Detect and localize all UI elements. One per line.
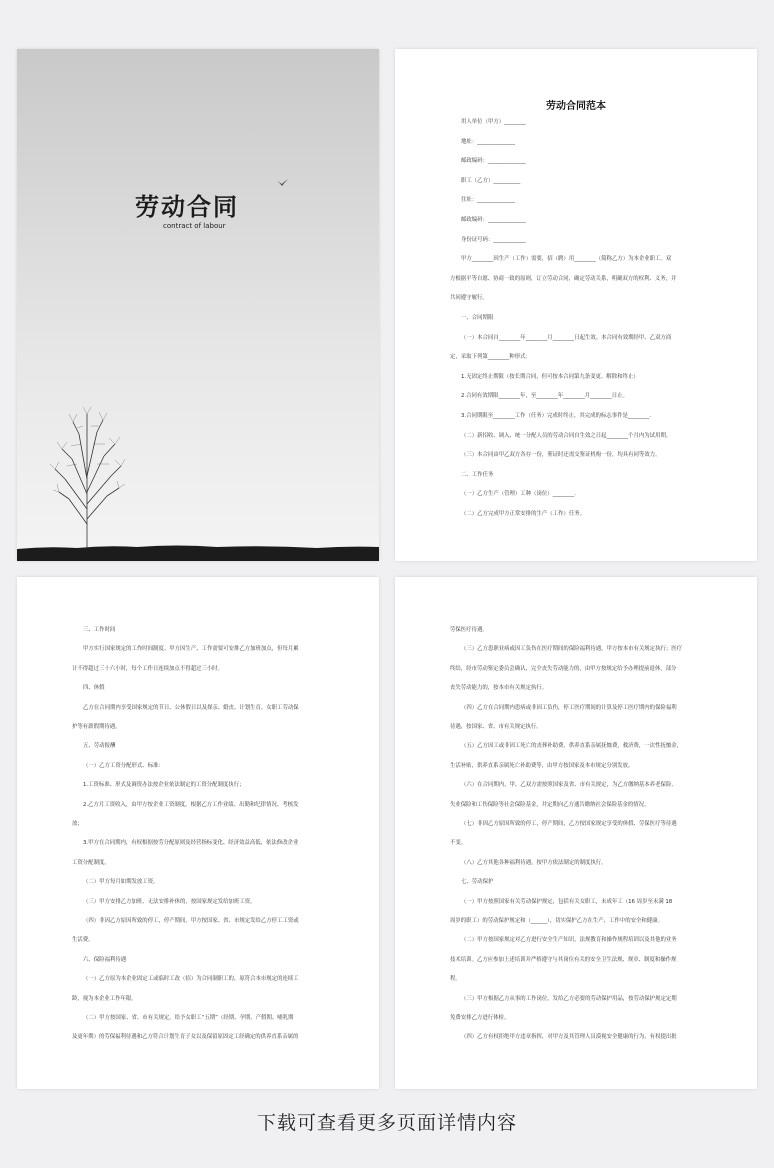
text-line: 不变。 bbox=[450, 840, 467, 847]
text-line: 四、休假 bbox=[83, 685, 105, 692]
cover-subtitle: contract of labour bbox=[163, 222, 226, 230]
text-line: 身份证号码：____________ bbox=[461, 236, 526, 243]
text-line: （三）本合同由甲乙双方各存一份，鉴证时还需交鉴证机构一份，均具有同等效力。 bbox=[461, 452, 661, 459]
page-text bbox=[395, 49, 757, 561]
text-line: （一）乙方原为本企业固定工或临时工改（招）为合同制职工的，原符合本市规定的连续工 bbox=[83, 976, 299, 983]
contract-page-2 bbox=[17, 577, 379, 1089]
text-line: （二）甲方按国家规定对乙方进行安全生产知识，法规教育和操作规程培训以及其他的业务 bbox=[461, 937, 677, 944]
bird-icon bbox=[275, 178, 289, 188]
text-line: 二、工作任务 bbox=[461, 471, 494, 478]
text-line: 甲方________因生产（工作）需要，招（聘）用________（简称乙方）为本企业职工。双 bbox=[461, 256, 672, 263]
text-line: 待遇，按国家、省、市有关规定执行。 bbox=[450, 724, 542, 730]
tree-illustration bbox=[47, 404, 127, 554]
page-text bbox=[395, 577, 757, 1089]
text-line: （七）非因乙方原因所致的停工，停产期间，乙方按国家规定享受的休假、劳保医疗等待遇 bbox=[461, 821, 677, 827]
text-line: 三、工作时间 bbox=[83, 627, 116, 633]
text-line: 周岁的职工）的劳动保护规定和（______），切实保护乙方在生产、工作中的安全和健康。 bbox=[450, 918, 663, 924]
text-line: 地址：______________ bbox=[461, 138, 515, 145]
text-line: 龄，视为本企业工作年限。 bbox=[72, 995, 137, 1002]
text-line: 程。 bbox=[450, 976, 461, 983]
text-line: 3.甲方在合同期内，有权根据按劳分配原则及经营指标变化、经济效益高低，依法修改企业 bbox=[83, 840, 299, 847]
text-line: 失业保险和工伤保险等社会保险基金，并定期向乙方通告缴纳社会保险基金的情况。 bbox=[450, 801, 650, 808]
text-line: （八）乙方其他各种福利待遇，按甲方依法制定的制度执行。 bbox=[461, 859, 607, 866]
text-line: （四）非因乙方原因所致的停工，停产期间，甲方按国家、省、市规定发给乙方停工工资或 bbox=[83, 918, 299, 924]
text-line: （二）乙方完成甲方正常安排的生产（工作）任务。 bbox=[461, 511, 585, 517]
text-line: 生活费。 bbox=[72, 937, 94, 944]
text-line: 方根据平等自愿、协商一致的原则，订立劳动合同，确定劳动关系，明确双方的权利、义务，并 bbox=[450, 275, 677, 282]
text-line: （一）乙方生产（管理）工种（岗位）________. bbox=[461, 491, 576, 498]
text-line: 护等有薪假期待遇。 bbox=[72, 724, 121, 730]
text-line: 生活补贴，供养直系亲属死亡补助费等，由甲方按国家及本市规定分别发放。 bbox=[450, 762, 634, 769]
text-line: 定，采取下列第________种形式： bbox=[450, 354, 531, 361]
text-line: （三）甲方安排乙方加班、无法安排补休的，按国家规定发给加班工资。 bbox=[83, 898, 256, 905]
text-line: （一）乙方工资分配形式、标准： bbox=[83, 762, 164, 769]
contract-page-1 bbox=[395, 49, 757, 561]
text-line: 放； bbox=[72, 821, 83, 827]
text-line: 2.合同有效期限________年，至________年________月________日止。 bbox=[461, 393, 628, 400]
text-line: 终结，经市劳动鉴定委员会确认，完全丧失劳动能力的，由甲方按规定给予办理提前退休，部分 bbox=[450, 665, 677, 672]
text-line: （一）本合同自________年________月________日起生效。本合同有效期经甲、乙双方商 bbox=[461, 334, 672, 341]
text-line: 工资分配制度。 bbox=[72, 859, 110, 866]
text-line: 及更年期）的劳保福利待遇和乙方符合计划生育子女以及保留原固定工经确定的供养直系亲属的 bbox=[72, 1034, 299, 1041]
document-title: 劳动合同范本 bbox=[546, 101, 606, 112]
text-line: （四）乙方在合同期内患病或非因工负伤，停工医疗期间的计算及停工医疗期内的保险福利 bbox=[461, 704, 677, 711]
text-line: 一、合同期限 bbox=[461, 315, 494, 321]
text-line: （二）甲方每月如期发放工资。 bbox=[83, 879, 159, 886]
text-line: 丧失劳动能力的，按本市有关规定执行。 bbox=[450, 685, 548, 692]
text-line: 计不得超过三十六小时，每个工作日连续加点不得超过三小时。 bbox=[72, 665, 223, 672]
text-line: 五、劳动报酬 bbox=[83, 743, 116, 750]
text-line: （二）新招收、调入、统一分配人员的劳动合同自生效之日起________个月内为试用期。 bbox=[461, 432, 672, 439]
text-line: 职工（乙方）__________ bbox=[461, 177, 521, 184]
text-line: （四）乙方有权拒绝甲方违章指挥，对甲方及其管理人员漠视安全健康的行为，有权提出批 bbox=[461, 1034, 677, 1041]
text-line: 住址：______________ bbox=[461, 197, 515, 204]
text-line: 七、劳动保护 bbox=[461, 879, 494, 886]
text-line: 六、保险福利待遇 bbox=[83, 956, 127, 963]
text-line: 乙方在合同期内享受国家规定的节日、公休假日以及探亲、婚丧、计划生育、女职工劳动保 bbox=[83, 704, 299, 711]
text-line: 1.工资标准、形式及调资办法按企业依法制定的工资分配制度执行； bbox=[83, 782, 245, 789]
text-line: 3.合同期限至________工作（任务）完成时终止，其完成的标志事件是________. bbox=[461, 413, 652, 419]
text-line: 免费安排乙方进行体检。 bbox=[450, 1015, 510, 1021]
text-line: 劳保医疗待遇。 bbox=[450, 627, 488, 633]
text-line: 邮政编码：______________ bbox=[461, 158, 526, 165]
text-line: 共同遵守履行。 bbox=[450, 295, 488, 302]
text-line: 1.无固定终止期限（按长期合同，但可按本合同第九条变更、解除和终止） bbox=[461, 373, 639, 380]
page-text bbox=[17, 577, 379, 1089]
text-line: 2.乙方月工资收入，由甲方按企业工资制度，根据乙方工作业绩、出勤和纪律情况、考核发 bbox=[83, 801, 299, 808]
ground-silhouette bbox=[17, 539, 379, 561]
cover-title: 劳动合同 bbox=[135, 192, 239, 221]
download-prompt[interactable]: 下载可查看更多页面详情内容 bbox=[256, 1112, 517, 1134]
text-line: 甲方实行国家规定的工作时间制度。甲方因生产、工作需要可安排乙方加班加点，但每月累 bbox=[83, 646, 299, 653]
text-line: （二）甲方按国家、省、市有关规定，给予女职工“五期”（经期、孕期、产假期、哺乳期 bbox=[83, 1015, 294, 1021]
text-line: （三）甲方根据乙方从事的工作岗位，发给乙方必要的劳动保护用品，按劳动保护规定定期 bbox=[461, 995, 677, 1002]
text-line: （三）乙方患职业病或因工负伤在医疗期间的保险福利待遇，甲方按本市有关规定执行；医疗 bbox=[461, 646, 683, 653]
text-line: 用人单位（甲方）________ bbox=[461, 119, 526, 125]
text-line: （六）在合同期内，甲、乙双方需按照国家及省、市有关规定，为乙方缴纳基本养老保险、 bbox=[461, 782, 677, 789]
cover-page bbox=[17, 49, 379, 561]
text-line: 技术培训。乙方应参加上述培训并严格遵守与其岗位有关的安全卫生法规、规章、制度和操作规 bbox=[450, 956, 677, 963]
text-line: （五）乙方因工或非因工死亡的丧葬补助费，供养直系亲属抚恤费，救济费，一次性抚恤金， bbox=[461, 743, 683, 750]
contract-page-3 bbox=[395, 577, 757, 1089]
text-line: （一）甲方按照国家有关劳动保护规定，包括有关女职工，未成年工（16 周岁至未满 18 bbox=[461, 898, 673, 905]
text-line: 邮政编码：______________ bbox=[461, 217, 526, 223]
